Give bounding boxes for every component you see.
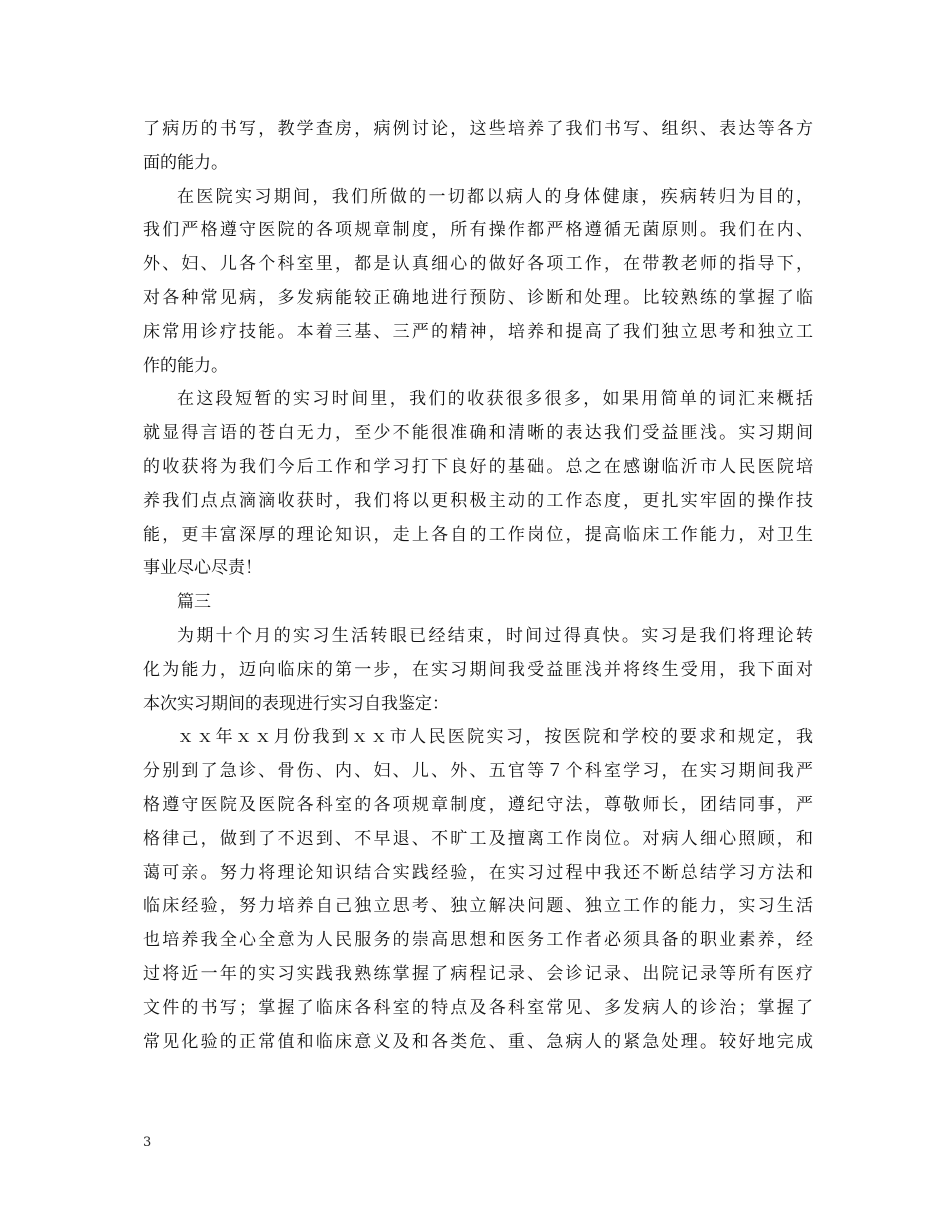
text-line: 作的能力。 [143,355,228,376]
text-line: 事业尽心尽责！ [143,558,262,579]
text-line: 化为能力，迈向临床的第一步，在实习期间我受益匪浅并将终生受用，我下面对 [143,659,813,680]
text-line: 格律己，做到了不迟到、不早退、不旷工及擅离工作岗位。对病人细心照顾，和 [143,828,813,849]
text-line: 过将近一年的实习实践我熟练掌握了病程记录、会诊记录、出院记录等所有医疗 [143,963,813,984]
text-line: 养我们点点滴滴收获时，我们将以更积极主动的工作态度，更扎实牢固的操作技 [143,490,813,511]
text-line: 分别到了急诊、骨伤、内、妇、儿、外、五官等７个科室学习，在实习期间我严 [143,761,813,782]
text-line: 临床经验，努力培养自己独立思考、独立解决问题、独立工作的能力，实习生活 [143,896,813,917]
text-line: 也培养我全心全意为人民服务的崇高思想和医务工作者必须具备的职业素养，经 [143,930,813,951]
text-line: 为期十个月的实习生活转眼已经结束，时间过得真快。实习是我们将理论转 [177,625,813,646]
text-line: 本次实习期间的表现进行实习自我鉴定： [143,693,449,714]
text-line: 的收获将为我们今后工作和学习打下良好的基础。总之在感谢临沂市人民医院培 [143,456,813,477]
text-line: 对各种常见病，多发病能较正确地进行预防、诊断和处理。比较熟练的掌握了临 [143,287,813,308]
text-line: 外、妇、儿各个科室里，都是认真细心的做好各项工作，在带教老师的指导下， [143,254,813,275]
text-line: 面的能力。 [143,152,228,173]
text-line: 能，更丰富深厚的理论知识，走上各自的工作岗位，提高临床工作能力，对卫生 [143,524,813,545]
page-number: 3 [143,1135,152,1150]
document-body [143,113,813,1059]
text-line: 在医院实习期间，我们所做的一切都以病人的身体健康，疾病转归为目的， [177,186,813,207]
text-line: 格遵守医院及医院各科室的各项规章制度，遵纪守法，尊敬师长，团结同事，严 [143,794,813,815]
text-line: 蔼可亲。努力将理论知识结合实践经验，在实习过程中我还不断总结学习方法和 [143,862,813,883]
text-line: 我们严格遵守医院的各项规章制度，所有操作都严格遵循无菌原则。我们在内、 [143,220,813,241]
text-line: ｘｘ年ｘｘ月份我到ｘｘ市人民医院实习，按医院和学校的要求和规定，我 [177,727,813,748]
text-line: 在这段短暂的实习时间里，我们的收获很多很多，如果用简单的词汇来概括 [177,389,813,410]
text-line: 文件的书写；掌握了临床各科室的特点及各科室常见、多发病人的诊治；掌握了 [143,997,813,1018]
text-line: 就显得言语的苍白无力，至少不能很准确和清晰的表达我们受益匪浅。实习期间 [143,423,813,444]
text-line: 了病历的书写，教学查房，病例讨论，这些培养了我们书写、组织、表达等各方 [143,119,813,139]
text-line: 常见化验的正常值和临床意义及和各类危、重、急病人的紧急处理。较好地完成 [143,1031,813,1052]
section-heading: 篇三 [177,592,211,613]
text-line: 床常用诊疗技能。本着三基、三严的精神，培养和提高了我们独立思考和独立工 [143,321,813,342]
